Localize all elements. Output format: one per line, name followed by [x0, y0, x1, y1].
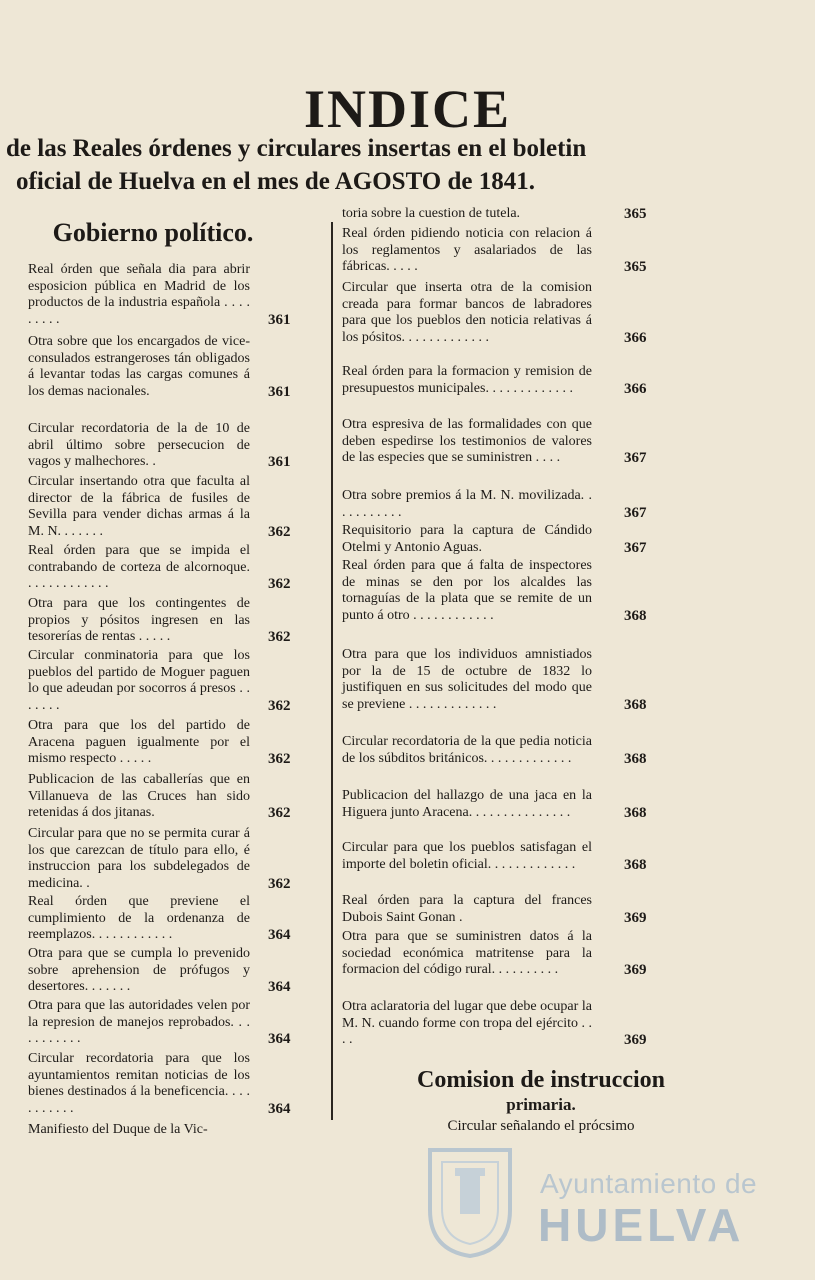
entry-page: 365: [624, 259, 647, 275]
entry-page: 364: [268, 1100, 291, 1117]
index-entry: [342, 840, 647, 873]
section-heading-gobierno: Gobierno político.: [52, 218, 254, 247]
subtitle-line-2: oficial de Huelva en el mes de AGOSTO de 1841.: [16, 168, 535, 195]
entry-text: Publicacion de las caballerías que en Villanueva de las Cruces han sido retenidas á dos jitanas.: [28, 772, 250, 820]
index-entry: [28, 262, 291, 328]
index-entry: [28, 894, 291, 944]
entry-page: 368: [624, 696, 647, 713]
index-entry: [342, 523, 647, 556]
entry-page: 362: [268, 629, 291, 645]
entry-page: 368: [624, 804, 647, 821]
entry-page: 361: [268, 454, 291, 470]
entry-text: Otra para que se suministren datos á la sociedad económica matritense para la formacion del código rural. . . . . . . . . .: [342, 929, 592, 977]
entry-text: Otra para que se cumpla lo prevenido sobre aprehension de prófugos y desertores. . . . . . .: [28, 946, 250, 994]
index-entry: [28, 946, 291, 996]
index-entry: [342, 999, 647, 1049]
entry-text: Requisitorio para la captura de Cándido Otelmi y Antonio Aguas.: [342, 523, 592, 555]
index-entry: [28, 1122, 250, 1139]
index-entry: [28, 718, 291, 768]
entry-text: Circular para que los pueblos satisfagan el importe del boletin oficial. . . . . . . . . . . . .: [342, 840, 592, 872]
entry-text: Publicacion del hallazgo de una jaca en la Higuera junto Aracena. . . . . . . . . . . . . . .: [342, 788, 592, 820]
entry-text: Real órden para la formacion y remision de presupuestos municipales. . . . . . . . . . . . .: [342, 364, 592, 396]
index-entry: [28, 998, 291, 1048]
entry-page: 362: [268, 875, 291, 892]
entry-page: 362: [268, 697, 291, 714]
index-entry: [342, 226, 647, 276]
entry-text: Circular recordatoria de la de 10 de abril último sobre persecucion de vagos y malhechores. .: [28, 421, 250, 469]
index-entry: [28, 772, 291, 822]
entry-text: Otra espresiva de las formalidades con que deben espedirse los testimonios de valores de las especies que se suministren . . . .: [342, 417, 592, 465]
index-entry: [342, 788, 647, 821]
entry-page: 368: [624, 607, 647, 624]
entry-page: 366: [624, 380, 647, 397]
entry-text: Otra para que los contingentes de propios y pósitos ingresen en las tesorerías de rentas . . . . .: [28, 596, 250, 644]
entry-page: 369: [624, 1032, 647, 1048]
watermark-line-2: HUELVA: [538, 1199, 745, 1251]
index-entry: [28, 596, 291, 646]
entry-text: Circular conminatoria para que los pueblos del partido de Moguer paguen lo que adeudan por socorros á presos . . . . . . .: [28, 648, 250, 713]
section-comision: [376, 1066, 706, 1136]
entry-text: Manifiesto del Duque de la Vic-: [28, 1122, 208, 1137]
entry-page: 368: [624, 750, 647, 767]
page-subtitle: [6, 132, 796, 198]
entry-text: Otra para que los individuos amnistiados por la de 15 de octubre de 1832 lo justifiquen en sus solicitudes del modo que se previene . . . . . . . . . . . . .: [342, 647, 592, 712]
entry-page: 367: [624, 450, 647, 466]
entry-page: 368: [624, 856, 647, 873]
entry-text: Real órden para que se impida el contrabando de corteza de alcornoque. . . . . . . . . . . . .: [28, 543, 250, 591]
entry-text: Real órden pidiendo noticia con relacion á los reglamentos y asalariados de las fábricas. . . . .: [342, 226, 592, 274]
index-entry: [28, 1051, 291, 1117]
entry-page: 362: [268, 751, 291, 767]
index-entry: [342, 417, 647, 467]
index-entry: [342, 929, 647, 979]
index-entry: [342, 364, 647, 397]
column-divider: [331, 222, 333, 1120]
index-entry: [28, 334, 291, 400]
entry-page: 369: [624, 909, 647, 926]
entry-page: 367: [624, 539, 647, 556]
entry-page: 364: [268, 1031, 291, 1047]
index-entry: [28, 421, 291, 471]
entry-page: 361: [268, 311, 291, 328]
entry-text: Circular insertando otra que faculta al director de la fábrica de fusiles de Sevilla para vender dichas armas á la M. N. . . . . . .: [28, 474, 250, 539]
watermark-line-1: Ayuntamiento de: [540, 1168, 758, 1199]
entry-page: 362: [268, 576, 291, 592]
index-entry: [342, 488, 647, 521]
entry-text: Circular que inserta otra de la comision creada para formar bancos de labradores para que los pueblos den noticia relativas á los pósitos. . . . . . . . . . . . .: [342, 280, 592, 345]
entry-page: 366: [624, 329, 647, 346]
entry-page: 361: [268, 383, 291, 400]
index-entry: [342, 280, 647, 346]
entry-page: 364: [268, 979, 291, 995]
entry-page: 367: [624, 504, 647, 521]
index-entry: [28, 826, 291, 892]
crest-watermark-icon: [420, 1140, 520, 1260]
index-entry: [342, 893, 647, 926]
subtitle-line-1: de las Reales órdenes y circulares insertas en el boletin: [6, 135, 587, 162]
entry-text: Circular recordatoria de la que pedia noticia de los súbditos británicos. . . . . . . . . . . . .: [342, 734, 592, 766]
entry-text: Otra para que las autoridades velen por la represion de manejos reprobados. . . . . . . . . . .: [28, 998, 250, 1046]
index-entry: [28, 648, 291, 714]
page-title: INDICE: [303, 79, 512, 139]
section-heading-comision: Comision de instruccion: [416, 1067, 665, 1093]
entry-text: Real órden para la captura del frances Dubois Saint Gonan .: [342, 893, 592, 925]
entry-page: 369: [624, 962, 647, 978]
entry-text: Otra sobre que los encargados de vice-consulados estrangeroses tán obligados á levantar todas las cargas comunes á los demas nacionales.: [28, 334, 250, 399]
entry-page: 365: [624, 206, 647, 222]
section-subheading: primaria.: [506, 1095, 576, 1114]
index-entry: [342, 558, 647, 624]
entry-text: Otra para que los del partido de Aracena paguen igualmente por el mismo respecto . . . . .: [28, 718, 250, 766]
entry-page: 364: [268, 927, 291, 943]
entry-text: toria sobre la cuestion de tutela.: [342, 206, 521, 221]
entry-text: Circular para que no se permita curar á los que carezcan de título para ello, é instruccion para los subdelegados de medicina. .: [28, 826, 250, 891]
index-entry: [28, 543, 291, 593]
index-entry: [342, 647, 647, 713]
section-first-line: Circular señalando el prócsimo: [447, 1118, 635, 1134]
entry-text: Real órden que señala dia para abrir esposicion pública en Madrid de los productos de la industria española . . . . . . . . .: [28, 262, 250, 327]
index-entry: [342, 734, 647, 767]
entry-text: Otra aclaratoria del lugar que debe ocupar la M. N. cuando forme con tropa del ejército . . . .: [342, 999, 592, 1047]
index-entry: [342, 206, 647, 223]
index-entry: [28, 474, 291, 540]
entry-page: 362: [268, 805, 291, 821]
entry-text: Real órden que previene el cumplimiento de la ordenanza de reemplazos. . . . . . . . . . . .: [28, 894, 250, 942]
entry-text: Circular recordatoria para que los ayuntamientos remitan noticias de los bienes destinados á la beneficencia. . . . . . . . . . .: [28, 1051, 250, 1116]
entry-page: 362: [268, 523, 291, 540]
entry-text: Otra sobre premios á la M. N. movilizada. . . . . . . . . . .: [342, 488, 592, 520]
entry-text: Real órden para que á falta de inspectores de minas se den por los alcaldes las tornaguías de la plata que se remite de un punto á otro . . . . . . . . . . . .: [342, 558, 592, 623]
